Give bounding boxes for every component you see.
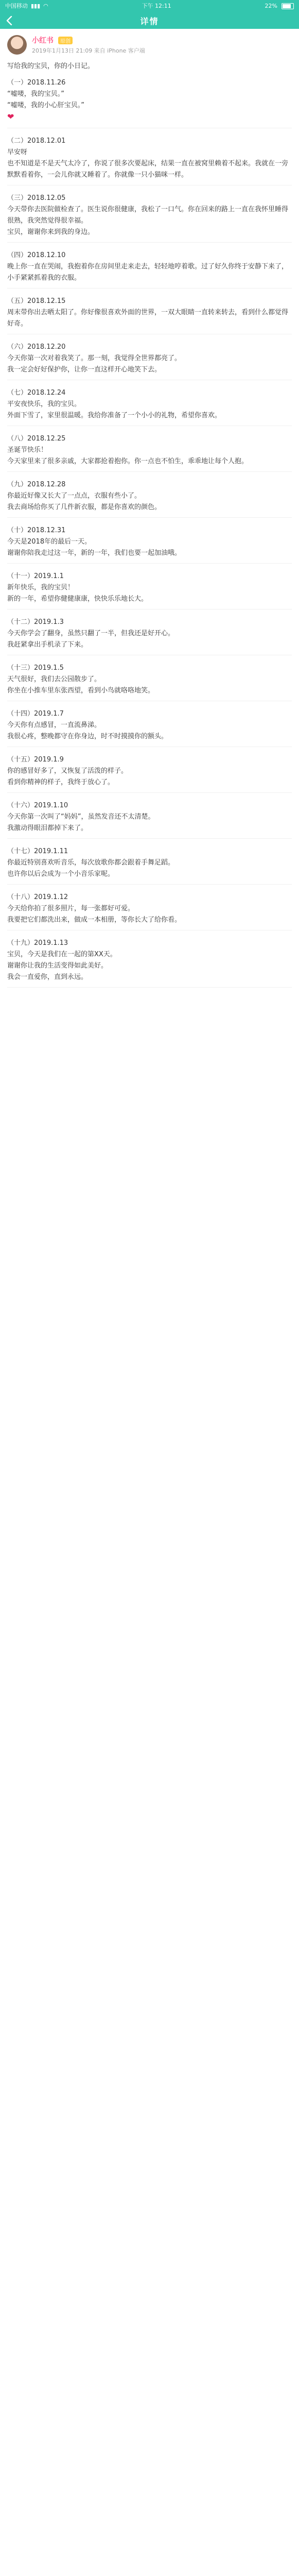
entry-date: （六）2018.12.20 (7, 343, 66, 351)
diary-entry (7, 387, 292, 426)
entry-date: （十二）2019.1.3 (7, 618, 64, 626)
diary-entry (7, 663, 292, 701)
entry-list (7, 77, 292, 988)
entry-text: 外面下雪了，家里很温暖。我给你准备了一个小小的礼物，希望你喜欢。 (7, 412, 222, 419)
post-intro: 写给我的宝贝，你的小日记。 (7, 62, 95, 70)
diary-entry (7, 525, 292, 564)
diary-entry (7, 846, 292, 885)
entry-date: （十七）2019.1.11 (7, 848, 68, 855)
entry-text: 你坐在小推车里东张西望，看到小鸟就咯咯地笑。 (7, 687, 155, 694)
entry-date: （七）2018.12.24 (7, 389, 66, 397)
diary-entry (7, 296, 292, 334)
entry-date: （三）2018.12.05 (7, 194, 66, 202)
entry-text: 今天带你去医院做检查了。医生说你很健康，我松了一口气。你在回来的路上一直在我怀里睡得很熟，我突然觉得很幸福。 (7, 206, 289, 225)
diary-entry (7, 479, 292, 518)
carrier-label: 中国移动 (5, 3, 28, 9)
entry-text: 你最近好像又长大了一点点，衣服有些小了。 (7, 492, 142, 500)
original-badge: 原创 (58, 37, 73, 44)
entry-text: 谢谢你让我的生活变得如此美好。 (7, 962, 108, 970)
signal-icon: ▮▮▮ (31, 3, 41, 9)
entry-text: “嘘喽，我的宝贝。” (7, 90, 64, 98)
entry-text: 宝贝，今天是我们在一起的第XX天。 (7, 951, 117, 958)
diary-entry (7, 250, 292, 289)
back-icon[interactable] (4, 15, 14, 26)
entry-text: 我很心疼，整晚都守在你身边，时不时摸摸你的额头。 (7, 733, 168, 740)
entry-text: 看到你精神的样子，我终于放心了。 (7, 778, 115, 786)
entry-date: （一）2018.11.26 (7, 79, 66, 87)
entry-date: （十六）2019.1.10 (7, 802, 68, 809)
entry-text: 也许你以后会成为一个小音乐家呢。 (7, 870, 115, 878)
entry-text: 今天家里来了很多亲戚，大家都抢着抱你。你一点也不怕生，乖乖地让每个人抱。 (7, 457, 249, 465)
post-content (0, 61, 299, 988)
battery-label: 22% (265, 3, 277, 9)
entry-text: “嘘喽，我的小心肝宝贝。” (7, 101, 84, 109)
entry-text: 平安夜快乐，我的宝贝。 (7, 400, 81, 408)
entry-text: 今天你第一次叫了“妈妈”，虽然发音还不太清楚。 (7, 813, 155, 821)
entry-text: 你最近特别喜欢听音乐，每次放歌你都会跟着手舞足蹈。 (7, 859, 175, 867)
entry-date: （五）2018.12.15 (7, 297, 66, 305)
entry-text: 圣诞节快乐！ (7, 446, 48, 454)
entry-date: （十五）2019.1.9 (7, 756, 64, 764)
entry-date: （十三）2019.1.5 (7, 664, 64, 672)
entry-date: （九）2018.12.28 (7, 481, 66, 488)
entry-text: 也不知道是不是天气太冷了，你说了很多次要起床，结果一直在被窝里赖着不起来。我就在一旁默默看着你，一会儿你就又睡着了。你就像一只小猫咪一样。 (7, 160, 289, 179)
diary-entry (7, 571, 292, 609)
diary-entry (7, 433, 292, 472)
diary-entry (7, 892, 292, 930)
entry-text: 今天是2018年的最后一天。 (7, 538, 92, 546)
entry-date: （八）2018.12.25 (7, 435, 66, 443)
post-meta: 2019年1月13日 21:09 来自 iPhone 客户端 (32, 47, 145, 54)
entry-text: 新的一年，希望你健健康康，快快乐乐地长大。 (7, 595, 148, 603)
entry-date: （十）2018.12.31 (7, 527, 66, 534)
entry-text: 今天给你拍了很多照片，每一张都好可爱。 (7, 905, 135, 912)
diary-entry (7, 77, 292, 128)
entry-text: 新年快乐，我的宝贝！ (7, 584, 75, 591)
entry-text: 我要把它们都洗出来，做成一本相册，等你长大了给你看。 (7, 916, 182, 924)
diary-entry (7, 193, 292, 243)
entry-text: 你的感冒好多了，又恢复了活泼的样子。 (7, 767, 128, 775)
author-name[interactable]: 小红书 (32, 37, 54, 45)
entry-text: 我去商场给你买了几件新衣服，都是你喜欢的颜色。 (7, 503, 162, 511)
diary-entry (7, 342, 292, 380)
time-label: 下午 12:11 (142, 3, 171, 9)
entry-text: 谢谢你陪我走过这一年，新的一年，我们也要一起加油哦。 (7, 549, 182, 557)
entry-text: 宝贝，谢谢你来到我的身边。 (7, 228, 95, 236)
entry-text: 今天你第一次对着我笑了。那一刻，我觉得全世界都亮了。 (7, 354, 182, 362)
entry-text: 我会一直爱你，直到永远。 (7, 973, 88, 981)
avatar[interactable] (7, 35, 27, 55)
nav-title: 详情 (140, 16, 159, 26)
entry-text: 周末带你出去晒太阳了。你好像很喜欢外面的世界，一双大眼睛一直转来转去，看到什么都觉得好奇。 (7, 309, 289, 328)
entry-date: （十八）2019.1.12 (7, 893, 68, 901)
diary-entry (7, 708, 292, 747)
entry-date: （四）2018.12.10 (7, 251, 66, 259)
nav-bar (0, 12, 299, 29)
entry-text: 今天你学会了翻身，虽然只翻了一半，但我还是好开心。 (7, 630, 175, 637)
diary-entry (7, 135, 292, 185)
diary-entry (7, 617, 292, 655)
diary-entry (7, 938, 292, 988)
entry-text: 我一定会好好保护你，让你一直这样开心地笑下去。 (7, 366, 162, 374)
entry-text: 今天你有点感冒，一直流鼻涕。 (7, 721, 101, 729)
author-block (0, 29, 299, 59)
status-bar (0, 0, 299, 12)
diary-entry (7, 800, 292, 839)
entry-text: 天气很好，我们去公园散步了。 (7, 675, 101, 683)
entry-text: 晚上你一直在哭闹，我抱着你在房间里走来走去，轻轻地哼着歌。过了好久你终于安静下来了，小手紧紧抓着我的衣服。 (7, 263, 289, 282)
entry-text: 早安呀 (7, 148, 28, 156)
entry-date: （十一）2019.1.1 (7, 572, 64, 580)
header (0, 0, 299, 29)
heart-icon: ❤ (7, 112, 14, 122)
diary-entry (7, 754, 292, 793)
entry-text: 我激动得眼泪都掉下来了。 (7, 824, 88, 832)
entry-date: （十九）2019.1.13 (7, 939, 68, 947)
battery-icon (282, 3, 294, 9)
entry-date: （十四）2019.1.7 (7, 710, 64, 718)
entry-text: 我赶紧拿出手机录了下来。 (7, 641, 88, 649)
entry-date: （二）2018.12.01 (7, 137, 66, 145)
wifi-icon: ◠ (43, 3, 48, 9)
